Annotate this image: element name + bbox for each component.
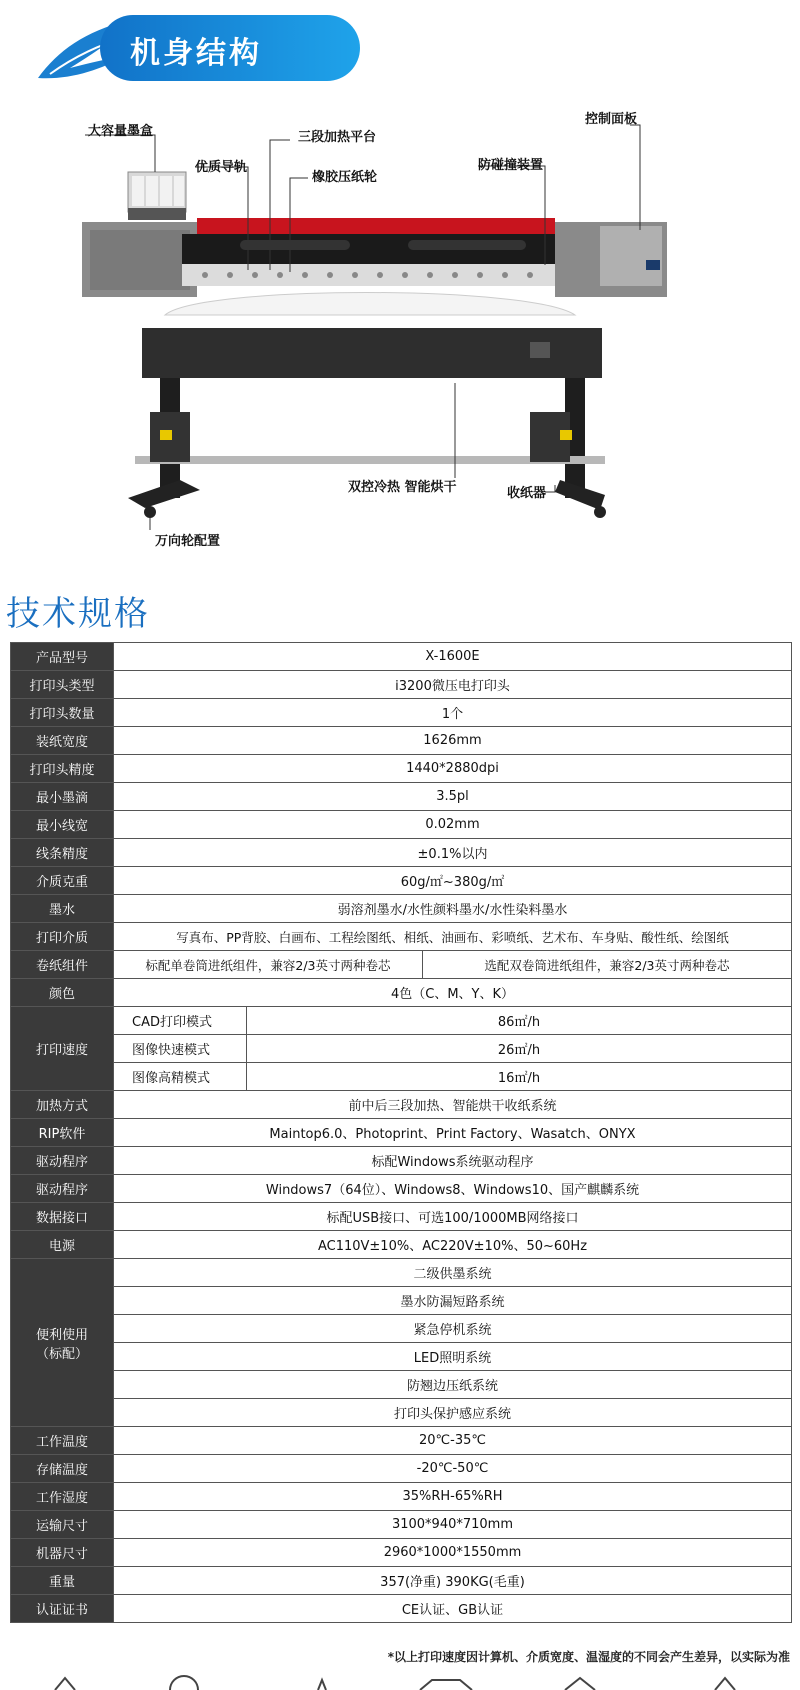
shield-icon bbox=[55, 1678, 75, 1690]
callout-anticollision: 防碰撞装置 bbox=[478, 158, 544, 173]
callout-ink-box: 大容量墨盒 bbox=[88, 124, 154, 139]
row-label: 卷纸组件 bbox=[11, 951, 114, 979]
row-value: 3100*940*710mm bbox=[114, 1511, 792, 1539]
convenience-label: 便利使用 bbox=[35, 1327, 88, 1343]
table-row bbox=[11, 671, 792, 699]
row-value: X-1600E bbox=[114, 643, 792, 671]
speed-value: 86㎡/h bbox=[247, 1007, 792, 1035]
table-row bbox=[11, 1007, 792, 1035]
row-label: 打印介质 bbox=[11, 923, 114, 951]
convenience-sublabel: （标配） bbox=[35, 1346, 88, 1362]
table-row bbox=[11, 867, 792, 895]
callout-dryer: 双控冷热 智能烘干 bbox=[348, 480, 457, 495]
tag-icon bbox=[565, 1678, 595, 1690]
row-label: 墨水 bbox=[11, 895, 114, 923]
row-label: 认证证书 bbox=[11, 1595, 114, 1623]
row-value: 弱溶剂墨水/水性颜料墨水/水性染料墨水 bbox=[114, 895, 792, 923]
row-label: 打印头数量 bbox=[11, 699, 114, 727]
table-row bbox=[11, 895, 792, 923]
speed-mode: 图像高精模式 bbox=[114, 1063, 247, 1091]
row-label: 介质克重 bbox=[11, 867, 114, 895]
row-label: 加热方式 bbox=[11, 1091, 114, 1119]
box-icon bbox=[420, 1680, 472, 1690]
row-label: 驱动程序 bbox=[11, 1147, 114, 1175]
row-value: 1440*2880dpi bbox=[114, 755, 792, 783]
row-value: AC110V±10%、AC220V±10%、50~60Hz bbox=[114, 1231, 792, 1259]
row-label: 重量 bbox=[11, 1567, 114, 1595]
table-row bbox=[11, 1595, 792, 1623]
table-row bbox=[11, 755, 792, 783]
table-row bbox=[11, 839, 792, 867]
row-value: Windows7（64位）、Windows8、Windows10、国产麒麟系统 bbox=[114, 1175, 792, 1203]
row-label: 存储温度 bbox=[11, 1455, 114, 1483]
table-row bbox=[11, 1035, 792, 1063]
row-value: CE认证、GB认证 bbox=[114, 1595, 792, 1623]
row-label: 数据接口 bbox=[11, 1203, 114, 1231]
row-label: 颜色 bbox=[11, 979, 114, 1007]
row-value: 1626mm bbox=[114, 727, 792, 755]
row-label: 打印速度 bbox=[11, 1007, 114, 1091]
row-value-right: 选配双卷筒进纸组件，兼容2/3英寸两种卷芯 bbox=[422, 951, 791, 979]
row-value: 防翘边压纸系统 bbox=[114, 1371, 792, 1399]
table-row bbox=[11, 1567, 792, 1595]
row-label: 运输尺寸 bbox=[11, 1511, 114, 1539]
row-value: 二级供墨系统 bbox=[114, 1259, 792, 1287]
table-row bbox=[11, 783, 792, 811]
row-label: 电源 bbox=[11, 1231, 114, 1259]
banner-title: 机身结构 bbox=[130, 36, 262, 71]
table-row bbox=[11, 811, 792, 839]
callout-rail: 优质导轨 bbox=[195, 160, 248, 175]
speed-value: 16㎡/h bbox=[247, 1063, 792, 1091]
table-row bbox=[11, 923, 792, 951]
table-row bbox=[11, 1343, 792, 1371]
row-label-convenience bbox=[11, 1259, 114, 1427]
table-row bbox=[11, 1539, 792, 1567]
row-label: 打印头精度 bbox=[11, 755, 114, 783]
table-row bbox=[11, 1427, 792, 1455]
table-row bbox=[11, 1287, 792, 1315]
row-value: 标配Windows系统驱动程序 bbox=[114, 1147, 792, 1175]
speed-mode: CAD打印模式 bbox=[114, 1007, 247, 1035]
gauge-icon bbox=[170, 1676, 198, 1690]
table-row bbox=[11, 1203, 792, 1231]
drop-icon bbox=[318, 1680, 326, 1690]
house-icon bbox=[715, 1678, 735, 1690]
footnote: *以上打印速度因计算机、介质宽度、温湿度的不同会产生差异，以实际为准 bbox=[387, 1650, 790, 1664]
table-row bbox=[11, 1175, 792, 1203]
table-row bbox=[11, 1091, 792, 1119]
row-value: 0.02mm bbox=[114, 811, 792, 839]
table-row bbox=[11, 1315, 792, 1343]
table-row bbox=[11, 699, 792, 727]
row-label: RIP软件 bbox=[11, 1119, 114, 1147]
row-value: 紧急停机系统 bbox=[114, 1315, 792, 1343]
table-row bbox=[11, 979, 792, 1007]
row-label: 工作温度 bbox=[11, 1427, 114, 1455]
callout-wheel: 万向轮配置 bbox=[155, 534, 221, 549]
table-row bbox=[11, 1483, 792, 1511]
spec-table bbox=[10, 642, 792, 1623]
row-label: 最小线宽 bbox=[11, 811, 114, 839]
row-value: 墨水防漏短路系统 bbox=[114, 1287, 792, 1315]
row-value: LED照明系统 bbox=[114, 1343, 792, 1371]
table-row bbox=[11, 643, 792, 671]
table-row bbox=[11, 1455, 792, 1483]
table-row bbox=[11, 1063, 792, 1091]
table-row bbox=[11, 1119, 792, 1147]
table-row bbox=[11, 1231, 792, 1259]
row-value: 2960*1000*1550mm bbox=[114, 1539, 792, 1567]
row-label: 最小墨滴 bbox=[11, 783, 114, 811]
table-row bbox=[11, 1511, 792, 1539]
callout-heating: 三段加热平台 bbox=[298, 130, 377, 145]
row-value: 打印头保护感应系统 bbox=[114, 1399, 792, 1427]
row-value: 前中后三段加热、智能烘干收纸系统 bbox=[114, 1091, 792, 1119]
row-label: 工作湿度 bbox=[11, 1483, 114, 1511]
bottom-icons-row bbox=[0, 1668, 800, 1690]
row-value: 357(净重) 390KG(毛重) bbox=[114, 1567, 792, 1595]
table-row bbox=[11, 1399, 792, 1427]
table-row bbox=[11, 1371, 792, 1399]
printer-illustration bbox=[0, 100, 800, 580]
row-value: 20℃-35℃ bbox=[114, 1427, 792, 1455]
row-value: 4色（C、M、Y、K） bbox=[114, 979, 792, 1007]
row-label: 线条精度 bbox=[11, 839, 114, 867]
table-row bbox=[11, 727, 792, 755]
row-label: 机器尺寸 bbox=[11, 1539, 114, 1567]
speed-mode: 图像快速模式 bbox=[114, 1035, 247, 1063]
table-row bbox=[11, 951, 792, 979]
row-label: 产品型号 bbox=[11, 643, 114, 671]
callout-panel: 控制面板 bbox=[585, 112, 638, 127]
row-value: i3200微压电打印头 bbox=[114, 671, 792, 699]
row-label: 打印头类型 bbox=[11, 671, 114, 699]
row-value: 标配USB接口、可选100/1000MB网络接口 bbox=[114, 1203, 792, 1231]
section-banner bbox=[30, 12, 330, 86]
row-value: ±0.1%以内 bbox=[114, 839, 792, 867]
row-value-left: 标配单卷筒进纸组件，兼容2/3英寸两种卷芯 bbox=[114, 951, 423, 979]
row-label: 装纸宽度 bbox=[11, 727, 114, 755]
printer-diagram bbox=[0, 100, 800, 580]
row-value: 写真布、PP背胶、白画布、工程绘图纸、相纸、油画布、彩喷纸、艺术布、车身贴、酸性纸、绘图纸 bbox=[114, 923, 792, 951]
table-row bbox=[11, 1147, 792, 1175]
speed-value: 26㎡/h bbox=[247, 1035, 792, 1063]
row-value: -20℃-50℃ bbox=[114, 1455, 792, 1483]
callout-takeup: 收纸器 bbox=[507, 486, 547, 501]
row-value: 3.5pl bbox=[114, 783, 792, 811]
callout-rubber: 橡胶压纸轮 bbox=[312, 170, 378, 185]
row-value: 60g/㎡~380g/㎡ bbox=[114, 867, 792, 895]
row-value: 1个 bbox=[114, 699, 792, 727]
spec-title: 技术规格 bbox=[6, 594, 150, 634]
row-label: 驱动程序 bbox=[11, 1175, 114, 1203]
table-row bbox=[11, 1259, 792, 1287]
row-value: 35%RH-65%RH bbox=[114, 1483, 792, 1511]
row-value: Maintop6.0、Photoprint、Print Factory、Wasatch、ONYX bbox=[114, 1119, 792, 1147]
